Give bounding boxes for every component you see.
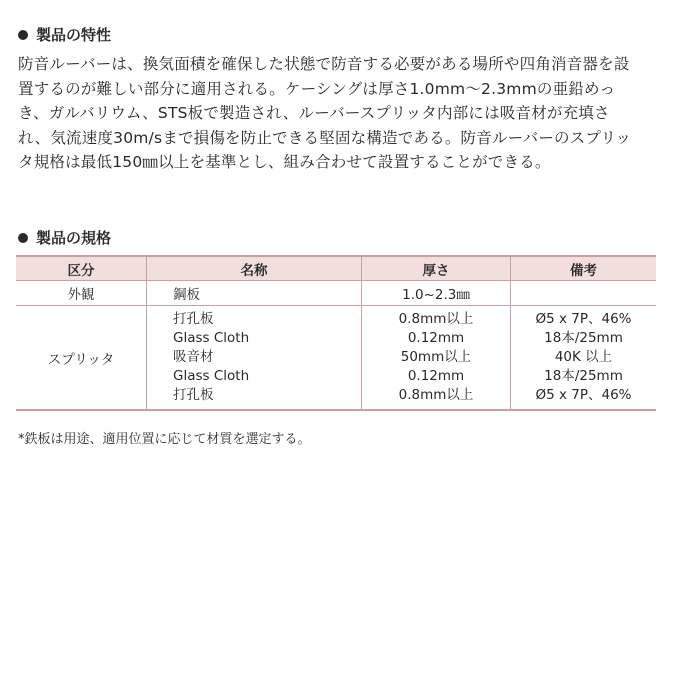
- bullet-icon: [18, 30, 28, 40]
- splitter-name: 打孔板: [173, 311, 214, 327]
- splitter-name: Glass Cloth: [173, 368, 250, 384]
- splitter-name: Glass Cloth: [173, 330, 250, 346]
- cell-thicknesses: [362, 306, 511, 411]
- table-row-exterior: [16, 281, 656, 306]
- splitter-name: 打孔板: [173, 387, 214, 403]
- splitter-thickness: 0.8mm以上: [398, 311, 474, 327]
- header-name: 名称: [147, 256, 362, 281]
- splitter-name: 吸音材: [173, 349, 214, 365]
- splitter-thickness: 0.12mm: [407, 330, 465, 346]
- bullet-icon: [18, 233, 28, 243]
- header-category: 区分: [16, 256, 147, 281]
- splitter-remark: Ø5 x 7P、46%: [535, 387, 632, 403]
- cell-category: 外観: [16, 281, 147, 306]
- cell-names: [147, 306, 362, 411]
- splitter-remark: 18本/25mm: [544, 368, 623, 384]
- splitter-thickness: 50mm以上: [400, 349, 472, 365]
- features-title: 製品の特性: [36, 26, 112, 44]
- splitter-remark: 18本/25mm: [544, 330, 623, 346]
- cell-category: スプリッタ: [16, 306, 147, 411]
- table-row-splitter: [16, 306, 656, 411]
- splitter-remark: 40K 以上: [554, 349, 613, 365]
- cell-name: 鋼板: [147, 281, 362, 306]
- features-paragraph: [18, 52, 668, 175]
- splitter-thickness: 0.8mm以上: [398, 387, 474, 403]
- splitter-remark: Ø5 x 7P、46%: [535, 311, 632, 327]
- specs-title: 製品の規格: [36, 229, 112, 247]
- features-line: れ、気流速度30m/sまで損傷を防止できる堅固な構造である。防音ルーバーのスプリッ: [18, 128, 632, 147]
- header-thickness: 厚さ: [362, 256, 511, 281]
- cell-remarks: [511, 306, 657, 411]
- specs-heading: [18, 227, 111, 248]
- features-line: き、ガルバリウム、STS板で製造され、ルーバースプリッタ内部には吸音材が充填さ: [18, 104, 610, 122]
- features-line: 防音ルーバーは、換気面積を確保した状態で防音する必要がある場所や四角消音器を設: [18, 55, 630, 73]
- features-line: 置するのが難しい部分に適用される。ケーシングは厚さ1.0mm～2.3mmの亜鉛めっ: [18, 79, 616, 98]
- material-note: *鉄板は用途、適用位置に応じて材質を選定する。: [18, 432, 311, 447]
- cell-remark: [511, 281, 657, 306]
- header-remarks: 備考: [511, 256, 657, 281]
- spec-table: [16, 255, 656, 411]
- features-line: タ規格は最低150㎜以上を基準とし、組み合わせて設置することができる。: [18, 153, 551, 171]
- table-header-row: [16, 256, 656, 281]
- splitter-thickness: 0.12mm: [407, 368, 465, 384]
- features-heading: [18, 24, 111, 45]
- cell-thickness: 1.0~2.3㎜: [362, 281, 511, 306]
